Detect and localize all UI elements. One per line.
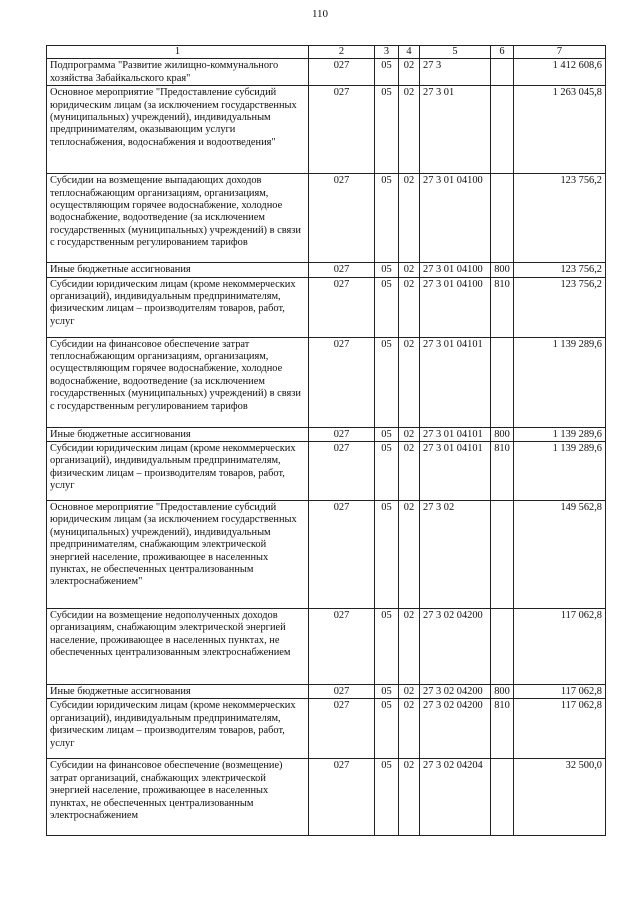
column-header: 2 [309, 46, 375, 59]
section-code: 05 [375, 442, 399, 501]
target-article-code: 27 3 01 04101 [420, 337, 491, 427]
subsection-code: 02 [399, 501, 420, 609]
amount: 1 263 045,8 [514, 86, 606, 174]
amount: 117 062,8 [514, 685, 606, 699]
amount: 123 756,2 [514, 263, 606, 277]
column-number-row [47, 46, 606, 59]
expense-type-code: 800 [491, 685, 514, 699]
ministry-code: 027 [309, 685, 375, 699]
target-article-code: 27 3 02 [420, 501, 491, 609]
section-code: 05 [375, 699, 399, 759]
target-article-code: 27 3 01 04100 [420, 263, 491, 277]
subsection-code: 02 [399, 442, 420, 501]
row-name: Субсидии на финансовое обеспечение (возмещение) затрат организаций, снабжающих электрической энергией население, проживающее в населенных пунктах, не обеспеченных централизованным электроснабжением [47, 759, 309, 836]
column-header: 3 [375, 46, 399, 59]
amount: 1 139 289,6 [514, 442, 606, 501]
table-row [47, 699, 606, 759]
budget-table [46, 45, 606, 836]
amount: 117 062,8 [514, 699, 606, 759]
table-row [47, 759, 606, 836]
table-row [47, 86, 606, 174]
amount: 1 412 608,6 [514, 59, 606, 86]
column-header: 5 [420, 46, 491, 59]
section-code: 05 [375, 337, 399, 427]
expense-type-code: 810 [491, 699, 514, 759]
row-name: Иные бюджетные ассигнования [47, 685, 309, 699]
expense-type-code: 810 [491, 277, 514, 337]
ministry-code: 027 [309, 174, 375, 263]
expense-type-code [491, 337, 514, 427]
ministry-code: 027 [309, 442, 375, 501]
expense-type-code: 810 [491, 442, 514, 501]
subsection-code: 02 [399, 174, 420, 263]
table-row [47, 263, 606, 277]
section-code: 05 [375, 86, 399, 174]
expense-type-code [491, 759, 514, 836]
ministry-code: 027 [309, 277, 375, 337]
section-code: 05 [375, 174, 399, 263]
section-code: 05 [375, 427, 399, 441]
amount: 117 062,8 [514, 609, 606, 685]
row-name: Субсидии юридическим лицам (кроме некоммерческих организаций), индивидуальным предпринимателям, физическим лицам – производителям товаров, работ, услуг [47, 277, 309, 337]
section-code: 05 [375, 501, 399, 609]
row-name: Иные бюджетные ассигнования [47, 427, 309, 441]
amount: 123 756,2 [514, 277, 606, 337]
target-article-code: 27 3 [420, 59, 491, 86]
section-code: 05 [375, 685, 399, 699]
section-code: 05 [375, 263, 399, 277]
amount: 149 562,8 [514, 501, 606, 609]
target-article-code: 27 3 01 04100 [420, 277, 491, 337]
ministry-code: 027 [309, 263, 375, 277]
expense-type-code [491, 501, 514, 609]
row-name: Субсидии на возмещение выпадающих доходов теплоснабжающим организациям, организациям, осуществляющим горячее водоснабжение, холодное водоснабжение, водоотведение (за исключением государственных (муниципальных) учреждений) в связи с государственным регулированием тарифов [47, 174, 309, 263]
subsection-code: 02 [399, 427, 420, 441]
target-article-code: 27 3 01 04101 [420, 427, 491, 441]
amount: 32 500,0 [514, 759, 606, 836]
expense-type-code: 800 [491, 427, 514, 441]
ministry-code: 027 [309, 759, 375, 836]
table-row [47, 685, 606, 699]
ministry-code: 027 [309, 427, 375, 441]
table-row [47, 427, 606, 441]
row-name: Иные бюджетные ассигнования [47, 263, 309, 277]
target-article-code: 27 3 01 04100 [420, 174, 491, 263]
amount: 1 139 289,6 [514, 427, 606, 441]
ministry-code: 027 [309, 337, 375, 427]
expense-type-code [491, 59, 514, 86]
table-row [47, 174, 606, 263]
ministry-code: 027 [309, 59, 375, 86]
subsection-code: 02 [399, 609, 420, 685]
row-name: Основное мероприятие "Предоставление субсидий юридическим лицам (за исключением государственных (муниципальных) учреждений), индивидуальным предпринимателям, оказывающим услуги теплоснабжения, водоснабжения и водоотведения" [47, 86, 309, 174]
column-header: 6 [491, 46, 514, 59]
subsection-code: 02 [399, 277, 420, 337]
expense-type-code [491, 86, 514, 174]
table-row [47, 609, 606, 685]
amount: 123 756,2 [514, 174, 606, 263]
section-code: 05 [375, 609, 399, 685]
expense-type-code [491, 609, 514, 685]
table-row [47, 442, 606, 501]
amount: 1 139 289,6 [514, 337, 606, 427]
expense-type-code: 800 [491, 263, 514, 277]
target-article-code: 27 3 01 04101 [420, 442, 491, 501]
target-article-code: 27 3 02 04200 [420, 609, 491, 685]
target-article-code: 27 3 02 04200 [420, 685, 491, 699]
subsection-code: 02 [399, 699, 420, 759]
column-header: 1 [47, 46, 309, 59]
subsection-code: 02 [399, 759, 420, 836]
subsection-code: 02 [399, 685, 420, 699]
expense-type-code [491, 174, 514, 263]
row-name: Субсидии юридическим лицам (кроме некоммерческих организаций), индивидуальным предпринимателям, физическим лицам – производителям товаров, работ, услуг [47, 699, 309, 759]
ministry-code: 027 [309, 86, 375, 174]
row-name: Субсидии юридическим лицам (кроме некоммерческих организаций), индивидуальным предпринимателям, физическим лицам – производителям товаров, работ, услуг [47, 442, 309, 501]
row-name: Подпрограмма "Развитие жилищно-коммунального хозяйства Забайкальского края" [47, 59, 309, 86]
target-article-code: 27 3 02 04204 [420, 759, 491, 836]
subsection-code: 02 [399, 59, 420, 86]
table-row [47, 59, 606, 86]
subsection-code: 02 [399, 263, 420, 277]
ministry-code: 027 [309, 501, 375, 609]
table-row [47, 501, 606, 609]
ministry-code: 027 [309, 699, 375, 759]
row-name: Субсидии на возмещение недополученных доходов организациям, снабжающим электрической энергией население, проживающее в населенных пунктах, не обеспеченных централизованным электроснабжением [47, 609, 309, 685]
subsection-code: 02 [399, 337, 420, 427]
column-header: 4 [399, 46, 420, 59]
row-name: Основное мероприятие "Предоставление субсидий юридическим лицам (за исключением государственных (муниципальных) учреждений), индивидуальным предпринимателям, снабжающим электрической энергией население, проживающее в населенных пунктах, не обеспеченных централизованным электроснабжением" [47, 501, 309, 609]
target-article-code: 27 3 01 [420, 86, 491, 174]
table-row [47, 277, 606, 337]
column-header: 7 [514, 46, 606, 59]
section-code: 05 [375, 277, 399, 337]
section-code: 05 [375, 59, 399, 86]
ministry-code: 027 [309, 609, 375, 685]
target-article-code: 27 3 02 04200 [420, 699, 491, 759]
subsection-code: 02 [399, 86, 420, 174]
table-row [47, 337, 606, 427]
section-code: 05 [375, 759, 399, 836]
page-number: 110 [311, 8, 329, 20]
row-name: Субсидии на финансовое обеспечение затрат теплоснабжающим организациям, организациям, осуществляющим горячее водоснабжение, холодное водоснабжение, водоотведение (за исключением государственных (муниципальных) учреждений) в связи с государственным регулированием тарифов [47, 337, 309, 427]
